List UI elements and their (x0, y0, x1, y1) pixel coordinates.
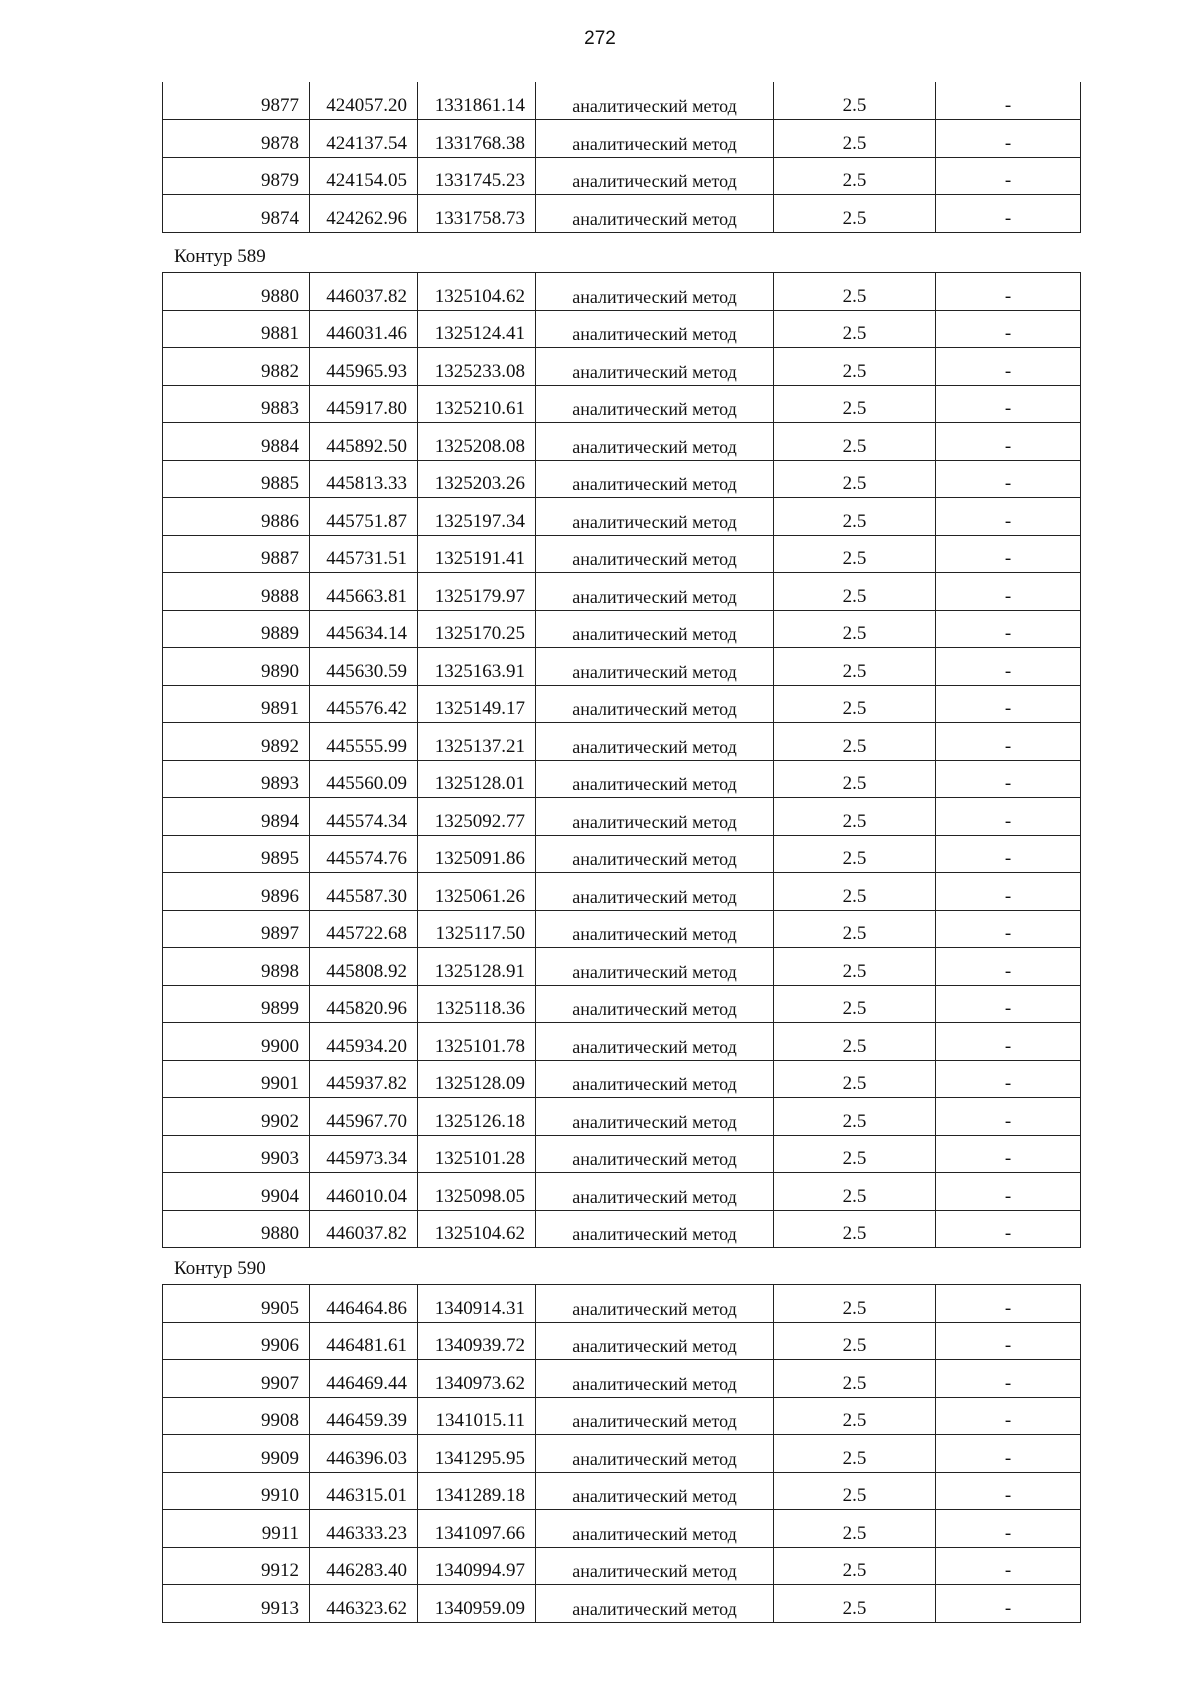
table-row (163, 1098, 1081, 1136)
table-row (163, 460, 1081, 498)
error-cell: 2.5 (774, 1023, 936, 1061)
table-row (163, 573, 1081, 611)
table-row (163, 1023, 1081, 1061)
method-cell: аналитический метод (536, 195, 774, 233)
method-cell: аналитический метод (536, 1135, 774, 1173)
x-coordinate-cell: 445751.87 (310, 498, 418, 536)
x-coordinate-cell: 445560.09 (310, 760, 418, 798)
y-coordinate-cell: 1325101.78 (418, 1023, 536, 1061)
error-cell: 2.5 (774, 82, 936, 120)
point-number-cell: 9889 (163, 610, 310, 648)
coordinates-table (162, 1284, 1081, 1623)
error-cell: 2.5 (774, 723, 936, 761)
point-number-cell: 9898 (163, 948, 310, 986)
method-cell: аналитический метод (536, 1210, 774, 1248)
method-cell: аналитический метод (536, 460, 774, 498)
note-cell: - (936, 873, 1081, 911)
method-cell: аналитический метод (536, 985, 774, 1023)
error-cell: 2.5 (774, 348, 936, 386)
note-cell: - (936, 648, 1081, 686)
point-number-cell: 9890 (163, 648, 310, 686)
x-coordinate-cell: 446037.82 (310, 1210, 418, 1248)
y-coordinate-cell: 1341015.11 (418, 1397, 536, 1435)
x-coordinate-cell: 445813.33 (310, 460, 418, 498)
error-cell: 2.5 (774, 120, 936, 158)
x-coordinate-cell: 445574.34 (310, 798, 418, 836)
point-number-cell: 9895 (163, 835, 310, 873)
x-coordinate-cell: 446396.03 (310, 1435, 418, 1473)
error-cell: 2.5 (774, 1322, 936, 1360)
y-coordinate-cell: 1325128.09 (418, 1060, 536, 1098)
table-row (163, 685, 1081, 723)
method-cell: аналитический метод (536, 873, 774, 911)
table-row (163, 1510, 1081, 1548)
note-cell: - (936, 948, 1081, 986)
note-cell: - (936, 1397, 1081, 1435)
point-number-cell: 9892 (163, 723, 310, 761)
error-cell: 2.5 (774, 1060, 936, 1098)
method-cell: аналитический метод (536, 1585, 774, 1623)
point-number-cell: 9894 (163, 798, 310, 836)
method-cell: аналитический метод (536, 498, 774, 536)
method-cell: аналитический метод (536, 157, 774, 195)
error-cell: 2.5 (774, 948, 936, 986)
x-coordinate-cell: 446010.04 (310, 1173, 418, 1211)
point-number-cell: 9900 (163, 1023, 310, 1061)
note-cell: - (936, 310, 1081, 348)
point-number-cell: 9888 (163, 573, 310, 611)
note-cell: - (936, 1322, 1081, 1360)
y-coordinate-cell: 1325203.26 (418, 460, 536, 498)
table-row (163, 873, 1081, 911)
error-cell: 2.5 (774, 1585, 936, 1623)
table-row (163, 1060, 1081, 1098)
x-coordinate-cell: 445973.34 (310, 1135, 418, 1173)
method-cell: аналитический метод (536, 1060, 774, 1098)
y-coordinate-cell: 1325098.05 (418, 1173, 536, 1211)
method-cell: аналитический метод (536, 1472, 774, 1510)
y-coordinate-cell: 1331861.14 (418, 82, 536, 120)
method-cell: аналитический метод (536, 273, 774, 311)
point-number-cell: 9912 (163, 1547, 310, 1585)
method-cell: аналитический метод (536, 910, 774, 948)
x-coordinate-cell: 445555.99 (310, 723, 418, 761)
note-cell: - (936, 1585, 1081, 1623)
table-row (163, 1585, 1081, 1623)
point-number-cell: 9905 (163, 1285, 310, 1323)
point-number-cell: 9880 (163, 1210, 310, 1248)
x-coordinate-cell: 445731.51 (310, 535, 418, 573)
note-cell: - (936, 1098, 1081, 1136)
table-row (163, 1547, 1081, 1585)
y-coordinate-cell: 1325101.28 (418, 1135, 536, 1173)
note-cell: - (936, 1360, 1081, 1398)
error-cell: 2.5 (774, 1173, 936, 1211)
y-coordinate-cell: 1325104.62 (418, 1210, 536, 1248)
method-cell: аналитический метод (536, 798, 774, 836)
method-cell: аналитический метод (536, 423, 774, 461)
error-cell: 2.5 (774, 1285, 936, 1323)
y-coordinate-cell: 1325191.41 (418, 535, 536, 573)
error-cell: 2.5 (774, 1210, 936, 1248)
x-coordinate-cell: 445967.70 (310, 1098, 418, 1136)
method-cell: аналитический метод (536, 348, 774, 386)
note-cell: - (936, 385, 1081, 423)
y-coordinate-cell: 1341295.95 (418, 1435, 536, 1473)
error-cell: 2.5 (774, 610, 936, 648)
note-cell: - (936, 835, 1081, 873)
y-coordinate-cell: 1325149.17 (418, 685, 536, 723)
note-cell: - (936, 423, 1081, 461)
y-coordinate-cell: 1341097.66 (418, 1510, 536, 1548)
y-coordinate-cell: 1340939.72 (418, 1322, 536, 1360)
y-coordinate-cell: 1340994.97 (418, 1547, 536, 1585)
table-row (163, 157, 1081, 195)
y-coordinate-cell: 1340914.31 (418, 1285, 536, 1323)
method-cell: аналитический метод (536, 1023, 774, 1061)
x-coordinate-cell: 445663.81 (310, 573, 418, 611)
page-number: 272 (584, 28, 616, 49)
x-coordinate-cell: 446031.46 (310, 310, 418, 348)
method-cell: аналитический метод (536, 948, 774, 986)
note-cell: - (936, 1472, 1081, 1510)
note-cell: - (936, 1023, 1081, 1061)
method-cell: аналитический метод (536, 648, 774, 686)
method-cell: аналитический метод (536, 1098, 774, 1136)
note-cell: - (936, 723, 1081, 761)
error-cell: 2.5 (774, 573, 936, 611)
method-cell: аналитический метод (536, 82, 774, 120)
y-coordinate-cell: 1325092.77 (418, 798, 536, 836)
x-coordinate-cell: 445574.76 (310, 835, 418, 873)
note-cell: - (936, 1060, 1081, 1098)
error-cell: 2.5 (774, 310, 936, 348)
table-row (163, 1360, 1081, 1398)
y-coordinate-cell: 1325118.36 (418, 985, 536, 1023)
y-coordinate-cell: 1325124.41 (418, 310, 536, 348)
point-number-cell: 9907 (163, 1360, 310, 1398)
error-cell: 2.5 (774, 157, 936, 195)
table-row (163, 273, 1081, 311)
note-cell: - (936, 195, 1081, 233)
x-coordinate-cell: 446464.86 (310, 1285, 418, 1323)
point-number-cell: 9880 (163, 273, 310, 311)
error-cell: 2.5 (774, 1098, 936, 1136)
error-cell: 2.5 (774, 1510, 936, 1548)
point-number-cell: 9881 (163, 310, 310, 348)
note-cell: - (936, 1510, 1081, 1548)
point-number-cell: 9906 (163, 1322, 310, 1360)
point-number-cell: 9908 (163, 1397, 310, 1435)
point-number-cell: 9904 (163, 1173, 310, 1211)
point-number-cell: 9878 (163, 120, 310, 158)
table-row (163, 1472, 1081, 1510)
method-cell: аналитический метод (536, 760, 774, 798)
error-cell: 2.5 (774, 685, 936, 723)
table-row (163, 1285, 1081, 1323)
method-cell: аналитический метод (536, 535, 774, 573)
table-row (163, 385, 1081, 423)
point-number-cell: 9897 (163, 910, 310, 948)
x-coordinate-cell: 445808.92 (310, 948, 418, 986)
method-cell: аналитический метод (536, 610, 774, 648)
method-cell: аналитический метод (536, 1510, 774, 1548)
note-cell: - (936, 985, 1081, 1023)
error-cell: 2.5 (774, 1360, 936, 1398)
table-row (163, 1435, 1081, 1473)
table-row (163, 1322, 1081, 1360)
error-cell: 2.5 (774, 1547, 936, 1585)
table-row (163, 985, 1081, 1023)
error-cell: 2.5 (774, 760, 936, 798)
table-row (163, 1173, 1081, 1211)
method-cell: аналитический метод (536, 835, 774, 873)
y-coordinate-cell: 1325210.61 (418, 385, 536, 423)
table-row (163, 82, 1081, 120)
error-cell: 2.5 (774, 535, 936, 573)
note-cell: - (936, 1135, 1081, 1173)
point-number-cell: 9893 (163, 760, 310, 798)
error-cell: 2.5 (774, 1397, 936, 1435)
point-number-cell: 9882 (163, 348, 310, 386)
y-coordinate-cell: 1325179.97 (418, 573, 536, 611)
y-coordinate-cell: 1331758.73 (418, 195, 536, 233)
method-cell: аналитический метод (536, 120, 774, 158)
point-number-cell: 9896 (163, 873, 310, 911)
note-cell: - (936, 1435, 1081, 1473)
contour-589-section (162, 235, 1080, 1248)
point-number-cell: 9891 (163, 685, 310, 723)
note-cell: - (936, 1285, 1081, 1323)
method-cell: аналитический метод (536, 1322, 774, 1360)
continuation-table-section (162, 82, 1080, 233)
table-row (163, 648, 1081, 686)
note-cell: - (936, 498, 1081, 536)
x-coordinate-cell: 445820.96 (310, 985, 418, 1023)
note-cell: - (936, 460, 1081, 498)
y-coordinate-cell: 1325137.21 (418, 723, 536, 761)
note-cell: - (936, 573, 1081, 611)
method-cell: аналитический метод (536, 1360, 774, 1398)
note-cell: - (936, 1210, 1081, 1248)
coordinates-table (162, 272, 1081, 1248)
table-row (163, 723, 1081, 761)
note-cell: - (936, 798, 1081, 836)
y-coordinate-cell: 1340959.09 (418, 1585, 536, 1623)
note-cell: - (936, 157, 1081, 195)
note-cell: - (936, 910, 1081, 948)
point-number-cell: 9901 (163, 1060, 310, 1098)
method-cell: аналитический метод (536, 1397, 774, 1435)
x-coordinate-cell: 424262.96 (310, 195, 418, 233)
coordinates-table (162, 82, 1081, 233)
error-cell: 2.5 (774, 798, 936, 836)
error-cell: 2.5 (774, 985, 936, 1023)
point-number-cell: 9887 (163, 535, 310, 573)
error-cell: 2.5 (774, 835, 936, 873)
method-cell: аналитический метод (536, 1435, 774, 1473)
x-coordinate-cell: 445934.20 (310, 1023, 418, 1061)
method-cell: аналитический метод (536, 1547, 774, 1585)
y-coordinate-cell: 1325170.25 (418, 610, 536, 648)
y-coordinate-cell: 1325128.91 (418, 948, 536, 986)
x-coordinate-cell: 445937.82 (310, 1060, 418, 1098)
error-cell: 2.5 (774, 910, 936, 948)
note-cell: - (936, 760, 1081, 798)
note-cell: - (936, 535, 1081, 573)
contour-title: Контур 590 (174, 1258, 266, 1279)
table-row (163, 423, 1081, 461)
y-coordinate-cell: 1325091.86 (418, 835, 536, 873)
note-cell: - (936, 685, 1081, 723)
y-coordinate-cell: 1325208.08 (418, 423, 536, 461)
note-cell: - (936, 273, 1081, 311)
y-coordinate-cell: 1325163.91 (418, 648, 536, 686)
x-coordinate-cell: 446481.61 (310, 1322, 418, 1360)
table-row (163, 348, 1081, 386)
y-coordinate-cell: 1325061.26 (418, 873, 536, 911)
point-number-cell: 9877 (163, 82, 310, 120)
method-cell: аналитический метод (536, 310, 774, 348)
note-cell: - (936, 82, 1081, 120)
point-number-cell: 9913 (163, 1585, 310, 1623)
error-cell: 2.5 (774, 273, 936, 311)
note-cell: - (936, 1547, 1081, 1585)
y-coordinate-cell: 1340973.62 (418, 1360, 536, 1398)
x-coordinate-cell: 445722.68 (310, 910, 418, 948)
x-coordinate-cell: 446323.62 (310, 1585, 418, 1623)
x-coordinate-cell: 445965.93 (310, 348, 418, 386)
table-row (163, 310, 1081, 348)
method-cell: аналитический метод (536, 385, 774, 423)
x-coordinate-cell: 424057.20 (310, 82, 418, 120)
table-row (163, 120, 1081, 158)
y-coordinate-cell: 1325104.62 (418, 273, 536, 311)
x-coordinate-cell: 446283.40 (310, 1547, 418, 1585)
error-cell: 2.5 (774, 648, 936, 686)
method-cell: аналитический метод (536, 685, 774, 723)
x-coordinate-cell: 446315.01 (310, 1472, 418, 1510)
method-cell: аналитический метод (536, 1173, 774, 1211)
table-row (163, 195, 1081, 233)
point-number-cell: 9886 (163, 498, 310, 536)
table-row (163, 1397, 1081, 1435)
x-coordinate-cell: 445892.50 (310, 423, 418, 461)
y-coordinate-cell: 1325117.50 (418, 910, 536, 948)
x-coordinate-cell: 424137.54 (310, 120, 418, 158)
point-number-cell: 9899 (163, 985, 310, 1023)
y-coordinate-cell: 1325197.34 (418, 498, 536, 536)
x-coordinate-cell: 424154.05 (310, 157, 418, 195)
error-cell: 2.5 (774, 460, 936, 498)
method-cell: аналитический метод (536, 573, 774, 611)
y-coordinate-cell: 1325128.01 (418, 760, 536, 798)
contour-590-section (162, 1247, 1080, 1623)
x-coordinate-cell: 445917.80 (310, 385, 418, 423)
table-row (163, 610, 1081, 648)
y-coordinate-cell: 1331768.38 (418, 120, 536, 158)
table-row (163, 760, 1081, 798)
x-coordinate-cell: 446037.82 (310, 273, 418, 311)
point-number-cell: 9902 (163, 1098, 310, 1136)
x-coordinate-cell: 445587.30 (310, 873, 418, 911)
point-number-cell: 9909 (163, 1435, 310, 1473)
point-number-cell: 9903 (163, 1135, 310, 1173)
table-row (163, 910, 1081, 948)
method-cell: аналитический метод (536, 723, 774, 761)
note-cell: - (936, 1173, 1081, 1211)
error-cell: 2.5 (774, 385, 936, 423)
y-coordinate-cell: 1331745.23 (418, 157, 536, 195)
note-cell: - (936, 348, 1081, 386)
table-row (163, 948, 1081, 986)
point-number-cell: 9883 (163, 385, 310, 423)
note-cell: - (936, 610, 1081, 648)
table-row (163, 1210, 1081, 1248)
y-coordinate-cell: 1325126.18 (418, 1098, 536, 1136)
point-number-cell: 9884 (163, 423, 310, 461)
y-coordinate-cell: 1325233.08 (418, 348, 536, 386)
point-number-cell: 9879 (163, 157, 310, 195)
table-row (163, 798, 1081, 836)
x-coordinate-cell: 445576.42 (310, 685, 418, 723)
x-coordinate-cell: 445630.59 (310, 648, 418, 686)
point-number-cell: 9874 (163, 195, 310, 233)
y-coordinate-cell: 1341289.18 (418, 1472, 536, 1510)
error-cell: 2.5 (774, 1135, 936, 1173)
contour-title: Контур 589 (174, 246, 266, 267)
point-number-cell: 9885 (163, 460, 310, 498)
x-coordinate-cell: 445634.14 (310, 610, 418, 648)
point-number-cell: 9910 (163, 1472, 310, 1510)
table-row (163, 835, 1081, 873)
error-cell: 2.5 (774, 873, 936, 911)
table-row (163, 1135, 1081, 1173)
error-cell: 2.5 (774, 1435, 936, 1473)
x-coordinate-cell: 446459.39 (310, 1397, 418, 1435)
x-coordinate-cell: 446469.44 (310, 1360, 418, 1398)
table-row (163, 498, 1081, 536)
note-cell: - (936, 120, 1081, 158)
point-number-cell: 9911 (163, 1510, 310, 1548)
error-cell: 2.5 (774, 195, 936, 233)
error-cell: 2.5 (774, 498, 936, 536)
method-cell: аналитический метод (536, 1285, 774, 1323)
x-coordinate-cell: 446333.23 (310, 1510, 418, 1548)
error-cell: 2.5 (774, 1472, 936, 1510)
error-cell: 2.5 (774, 423, 936, 461)
table-row (163, 535, 1081, 573)
